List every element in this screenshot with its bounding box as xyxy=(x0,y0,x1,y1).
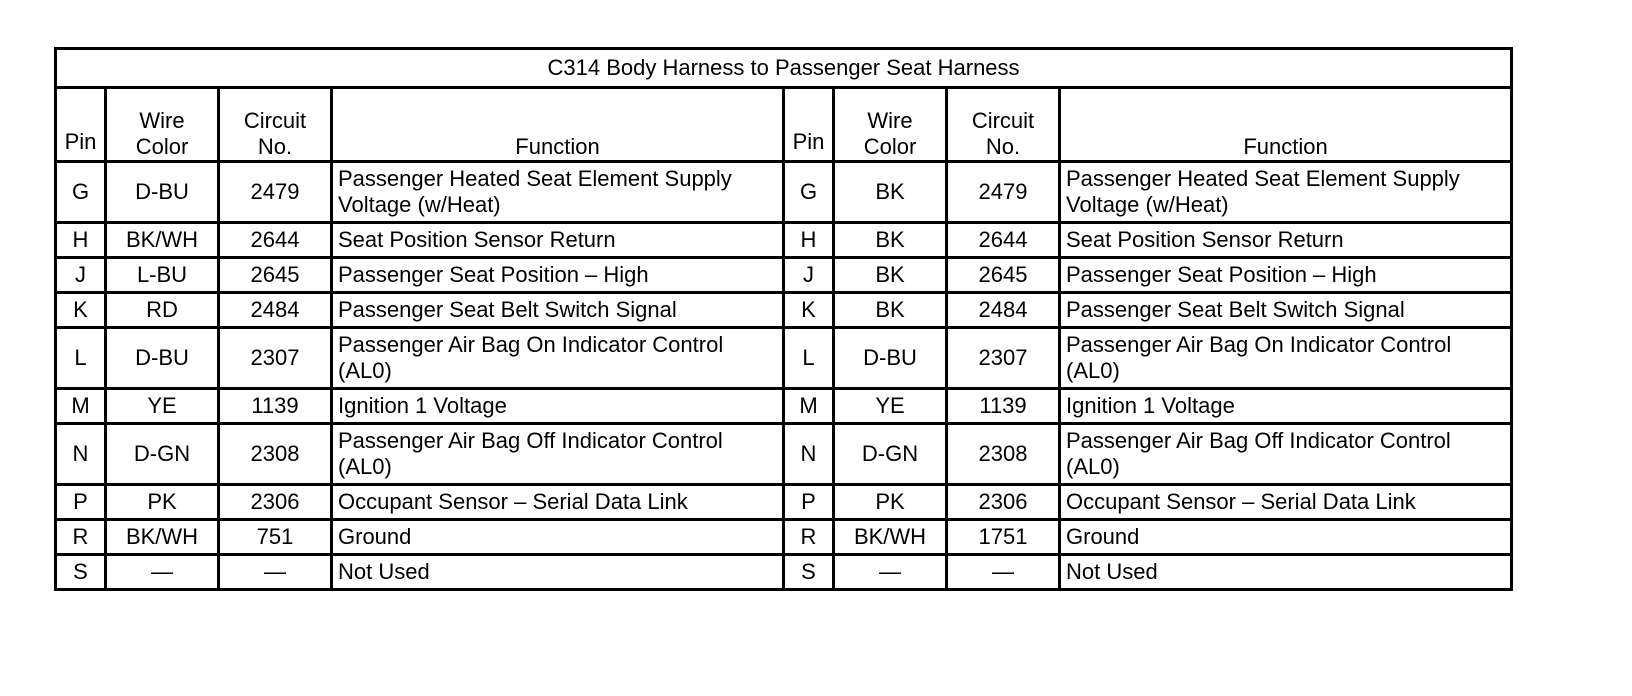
table-row xyxy=(56,258,1512,293)
right-function: Not Used xyxy=(1060,555,1512,590)
table-row xyxy=(56,293,1512,328)
header-pin-right: Pin xyxy=(784,88,834,162)
left-pin: N xyxy=(56,424,106,485)
connector-pinout-table xyxy=(54,47,1513,591)
right-wire-color: YE xyxy=(834,389,947,424)
right-pin: P xyxy=(784,485,834,520)
left-function: Passenger Air Bag Off Indicator Control (AL0) xyxy=(332,424,784,485)
right-circuit: 1139 xyxy=(947,389,1060,424)
right-pin: S xyxy=(784,555,834,590)
table-row xyxy=(56,389,1512,424)
left-wire-color: BK/WH xyxy=(106,520,219,555)
table-row xyxy=(56,223,1512,258)
left-pin: H xyxy=(56,223,106,258)
header-function-right: Function xyxy=(1060,88,1512,162)
header-circuit-right: Circuit No. xyxy=(947,88,1060,162)
left-function: Passenger Seat Position – High xyxy=(332,258,784,293)
right-pin: R xyxy=(784,520,834,555)
left-pin: K xyxy=(56,293,106,328)
left-function: Passenger Seat Belt Switch Signal xyxy=(332,293,784,328)
right-circuit: 2307 xyxy=(947,328,1060,389)
left-function: Not Used xyxy=(332,555,784,590)
right-pin: J xyxy=(784,258,834,293)
right-circuit: 2308 xyxy=(947,424,1060,485)
left-pin: P xyxy=(56,485,106,520)
right-function: Passenger Seat Belt Switch Signal xyxy=(1060,293,1512,328)
right-pin: K xyxy=(784,293,834,328)
right-wire-color: BK xyxy=(834,293,947,328)
right-function: Passenger Heated Seat Element Supply Voltage (w/Heat) xyxy=(1060,162,1512,223)
left-circuit: 2645 xyxy=(219,258,332,293)
table-row xyxy=(56,520,1512,555)
left-pin: J xyxy=(56,258,106,293)
left-wire-color: YE xyxy=(106,389,219,424)
left-wire-color: RD xyxy=(106,293,219,328)
right-circuit: 2644 xyxy=(947,223,1060,258)
right-wire-color: BK/WH xyxy=(834,520,947,555)
table-row xyxy=(56,328,1512,389)
right-wire-color: D-BU xyxy=(834,328,947,389)
right-wire-color: BK xyxy=(834,162,947,223)
left-wire-color: — xyxy=(106,555,219,590)
right-function: Ignition 1 Voltage xyxy=(1060,389,1512,424)
left-wire-color: L-BU xyxy=(106,258,219,293)
table-row xyxy=(56,485,1512,520)
left-function: Occupant Sensor – Serial Data Link xyxy=(332,485,784,520)
left-wire-color: D-BU xyxy=(106,162,219,223)
table-row xyxy=(56,555,1512,590)
header-pin-left: Pin xyxy=(56,88,106,162)
right-function: Occupant Sensor – Serial Data Link xyxy=(1060,485,1512,520)
left-function: Ignition 1 Voltage xyxy=(332,389,784,424)
header-function-left: Function xyxy=(332,88,784,162)
left-circuit: 751 xyxy=(219,520,332,555)
right-pin: M xyxy=(784,389,834,424)
right-circuit: 2479 xyxy=(947,162,1060,223)
right-wire-color: D-GN xyxy=(834,424,947,485)
table-row xyxy=(56,162,1512,223)
left-pin: L xyxy=(56,328,106,389)
right-pin: H xyxy=(784,223,834,258)
right-pin: G xyxy=(784,162,834,223)
right-circuit: 2306 xyxy=(947,485,1060,520)
left-pin: S xyxy=(56,555,106,590)
left-pin: G xyxy=(56,162,106,223)
right-circuit: 2645 xyxy=(947,258,1060,293)
left-circuit: 2484 xyxy=(219,293,332,328)
right-circuit: — xyxy=(947,555,1060,590)
left-wire-color: D-BU xyxy=(106,328,219,389)
left-wire-color: D-GN xyxy=(106,424,219,485)
right-function: Passenger Air Bag On Indicator Control (AL0) xyxy=(1060,328,1512,389)
left-circuit: 2644 xyxy=(219,223,332,258)
left-pin: M xyxy=(56,389,106,424)
left-circuit: 2479 xyxy=(219,162,332,223)
left-function: Ground xyxy=(332,520,784,555)
right-wire-color: — xyxy=(834,555,947,590)
right-function: Passenger Seat Position – High xyxy=(1060,258,1512,293)
right-circuit: 2484 xyxy=(947,293,1060,328)
left-function: Passenger Air Bag On Indicator Control (AL0) xyxy=(332,328,784,389)
table-title: C314 Body Harness to Passenger Seat Harness xyxy=(56,49,1512,88)
right-pin: L xyxy=(784,328,834,389)
header-circuit-left: Circuit No. xyxy=(219,88,332,162)
right-function: Passenger Air Bag Off Indicator Control (AL0) xyxy=(1060,424,1512,485)
header-wire-color-right: Wire Color xyxy=(834,88,947,162)
right-wire-color: PK xyxy=(834,485,947,520)
table-row xyxy=(56,424,1512,485)
right-wire-color: BK xyxy=(834,258,947,293)
left-circuit: 1139 xyxy=(219,389,332,424)
right-function: Ground xyxy=(1060,520,1512,555)
header-wire-color-left: Wire Color xyxy=(106,88,219,162)
right-wire-color: BK xyxy=(834,223,947,258)
right-pin: N xyxy=(784,424,834,485)
left-function: Seat Position Sensor Return xyxy=(332,223,784,258)
right-circuit: 1751 xyxy=(947,520,1060,555)
right-function: Seat Position Sensor Return xyxy=(1060,223,1512,258)
left-wire-color: PK xyxy=(106,485,219,520)
left-circuit: 2307 xyxy=(219,328,332,389)
left-circuit: — xyxy=(219,555,332,590)
left-wire-color: BK/WH xyxy=(106,223,219,258)
left-pin: R xyxy=(56,520,106,555)
left-function: Passenger Heated Seat Element Supply Voltage (w/Heat) xyxy=(332,162,784,223)
left-circuit: 2308 xyxy=(219,424,332,485)
left-circuit: 2306 xyxy=(219,485,332,520)
